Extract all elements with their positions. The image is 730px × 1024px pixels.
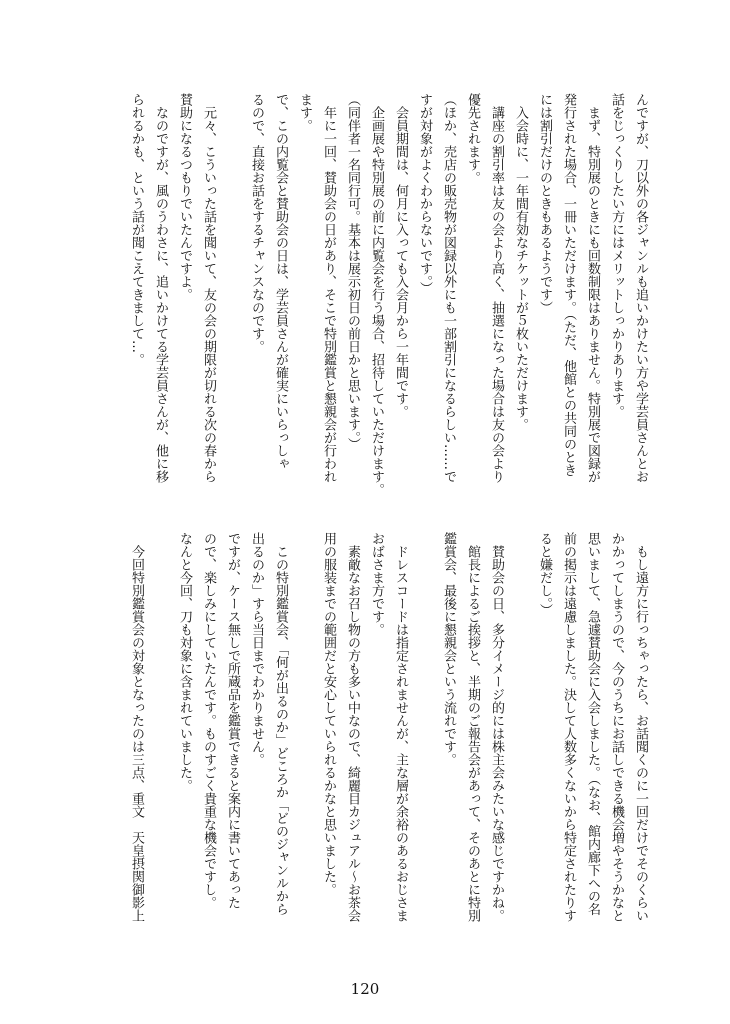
text-column: かかってしまうので、今のうちにお話しできる機会増やそうかなと xyxy=(609,532,624,922)
blank-line xyxy=(148,532,172,942)
text-column: 今回特別鑑賞会の対象となったのは三点、重文 天皇摂関御影上 xyxy=(129,545,144,922)
blank-line xyxy=(412,532,436,942)
text-column: なんと今回、刀も対象に含まれていました。 xyxy=(177,532,192,792)
text-column: すが対象がよくわからないです。） xyxy=(417,93,432,295)
text-column: 優先されます。 xyxy=(465,93,480,184)
blank-line xyxy=(220,93,244,503)
upper-text-block xyxy=(124,93,652,503)
text-column: 出るのか」すら当日までわかりません。 xyxy=(249,532,264,766)
text-column: んですが、刀以外の各ジャンルも追いかけたい方や学芸員さんとお xyxy=(633,93,648,483)
page-number: 120 xyxy=(350,980,380,998)
text-column: （同伴者一名同行可。基本は展示初日の前日かと思います。） xyxy=(345,93,360,451)
text-column: られるかも、という話が聞こえてきまして…。 xyxy=(129,93,144,366)
lower-text-block xyxy=(124,532,652,942)
text-column: には割引だけのときもあるようです） xyxy=(537,93,552,314)
text-column: 年に一回、賛助会の日があり、そこで特別鑑賞と懇親会が行われ xyxy=(321,106,336,483)
text-column: ですが、ケース無しで所蔵品を鑑賞できると案内に書いてあった xyxy=(225,532,240,909)
text-column: ドレスコードは指定されませんが、主な層が余裕のあるおじさま xyxy=(393,545,408,922)
text-column: 入会時に、一年間有効なチケットが５枚いただけます。 xyxy=(513,106,528,431)
text-column: るので、直接お話をするチャンスなのです。 xyxy=(249,93,264,353)
text-column: で、この内覧会と賛助会の日は、学芸員さんが確実にいらっしゃ xyxy=(273,93,288,470)
text-column: 発行された場合、一冊いただけます。（ただ、他館との共同のとき xyxy=(561,93,576,477)
text-column: 元々、こういった話を聞いて、友の会の期限が切れる次の春から xyxy=(201,106,216,483)
blank-line xyxy=(292,532,316,942)
text-column: 用の服装までの範囲だと安心していられるかなと思いました。 xyxy=(321,532,336,896)
text-column: おばさま方です。 xyxy=(369,532,384,636)
text-column: 鑑賞会、最後に懇親会という流れです。 xyxy=(441,532,456,766)
text-column: ので、楽しみにしていたんです。ものすごく貴重な機会ですし。 xyxy=(201,532,216,909)
text-column: 素敵なお召し物の方も多い中なので、綺麗目カジュアル～お茶会 xyxy=(345,545,360,922)
text-column: ると嫌だし。） xyxy=(537,532,552,617)
text-column: もし遠方に行っちゃったら、お話聞くのに一回だけでそのくらい xyxy=(633,545,648,922)
text-column: ます。 xyxy=(297,93,312,132)
text-column: 賛助になるつもりでいたんですよ。 xyxy=(177,93,192,301)
text-column: 思いまして、急遽賛助会に入会しました。（なお、館内廊下への名 xyxy=(585,532,600,916)
text-column: 話をじっくりしたい方にはメリットしっかりあります。 xyxy=(609,93,624,418)
blank-line xyxy=(508,532,532,942)
text-column: 会員期間は、何月に入っても入会月から一年間です。 xyxy=(393,106,408,418)
text-column: 賛助会の日、多分イメージ的には株主会みたいな感じですかね。 xyxy=(489,545,504,922)
text-column: 講座の割引率は友の会より高く、抽選になった場合は友の会より xyxy=(489,106,504,483)
text-column: この特別鑑賞会、「何が出るのか」どころか「どのジャンルから xyxy=(273,545,288,916)
text-column: 前の掲示は遠慮しました。決して人数多くないから特定されたりす xyxy=(561,532,576,922)
text-column: なのですが、風のうわさに、追いかけてる学芸員さんが、他に移 xyxy=(153,106,168,483)
text-column: 企画展や特別展の前に内覧会を行う場合、招待していただけます。 xyxy=(369,106,384,496)
text-column: （ほか、売店の販売物が図録以外にも一部割引になるらしい……で xyxy=(441,93,456,483)
text-column: 館長によるご挨拶と、半期のご報告会があって、そのあとに特別 xyxy=(465,545,480,922)
text-column: まず、特別展のときにも回数制限はありません。特別展で図録が xyxy=(585,106,600,483)
